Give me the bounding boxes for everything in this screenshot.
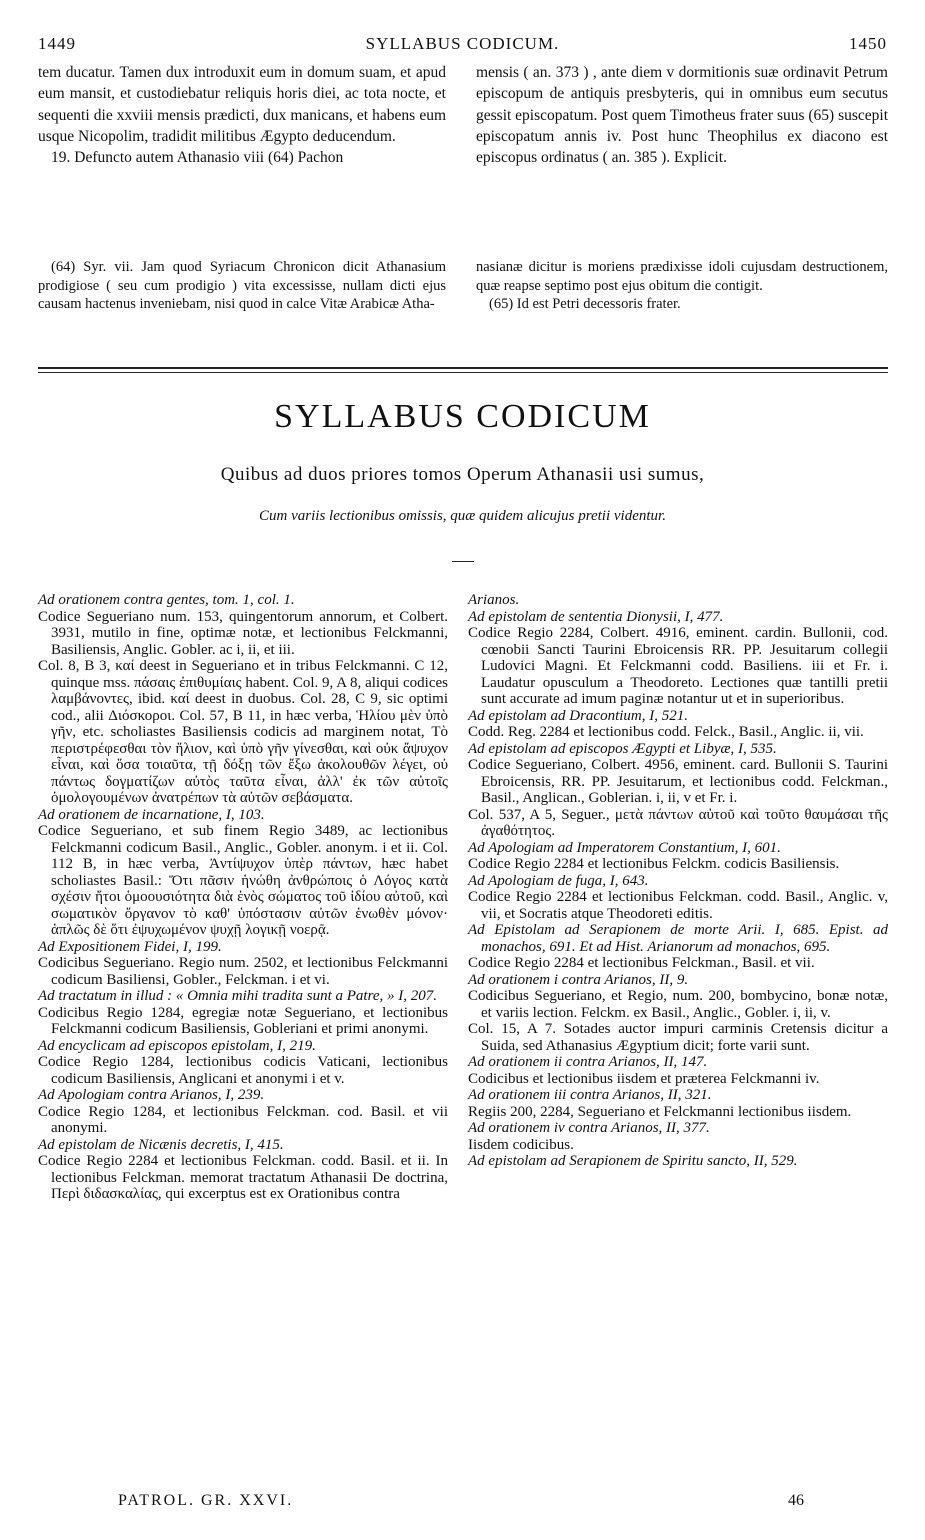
index-entry: Codice Segueriano num. 153, quingentorum annorum, et Colbert. 3931, mutilo in fine, optimæ notæ, et lectionibus Felckmanni, Basiliensis, Anglic. Gobler. ac i, ii, et iii. [38,608,448,658]
index-entry: Col. 537, A 5, Seguer., μετὰ πάντων αὐτοῦ καὶ τοῦτο θαυμάσαι τῆς ἀγαθότητος. [468,806,888,839]
footnote: (65) Id est Petri decessoris frater. [489,296,681,313]
index-heading: Arianos. [468,592,520,608]
running-title: SYLLABUS CODICUM. [365,34,560,53]
section-subtitle: Quibus ad duos priores tomos Operum Athanasii usi sumus, [220,464,705,485]
footer-volume: PATROL. GR. XXVI. [118,1492,294,1509]
page-number-left: 1449 [38,34,76,53]
index-entry: Codicibus Segueriano. Regio num. 2502, et lectionibus Felckmanni codicum Basiliensi, Gobler., Felckman. i et vi. [38,955,448,988]
index-heading: Ad epistolam ad episcopos Ægypti et Libyæ, I, 535. [468,740,777,757]
index-entry: Codice Regio 1284, lectionibus codicis Vaticani, lectionibus codicum Basiliensis, Anglicani et anonymi i et v. [38,1054,448,1087]
section-divider-thin [38,372,888,373]
index-heading: Ad epistolam de sententia Dionysii, I, 477. [468,608,724,625]
index-heading: Ad epistolam ad Dracontium, I, 521. [468,707,688,724]
index-heading: Ad Epistolam ad Serapionem de morte Arii. I, 685. Epist. ad monachos, 691. Et ad Hist. Arianorum ad monachos, 695. [468,922,888,955]
index-entry: Codice Segueriano, Colbert. 4956, eminent. card. Bullonii S. Taurini Ebroicensis, RR. PP. Jesuitarum, et lectionibus codd. Felckman., Basil., Anglican., Goblerian. i, ii, v et Fr. i. [468,757,888,806]
index-entry: Col. 15, A 7. Sotades auctor impuri carminis Cretensis dicitur a Suida, sed Athanasius Ægyptium dicit; forte varii sunt. [468,1021,888,1054]
index-entry: Codicibus Segueriano, et Regio, num. 200, bombycino, bonæ notæ, et variis lection. Felckm. ex Basil., Anglic., Gobler. i, ii, v. [468,988,888,1021]
index-heading: Ad orationem iii contra Arianos, II, 321. [468,1087,712,1103]
paragraph: 19. Defuncto autem Athanasio viii (64) Pachon [51,149,344,167]
section-note: Cum variis lectionibus omissis, quæ quidem alicujus pretii videntur. [259,508,666,524]
index-heading: Ad encyclicam ad episcopos epistolam, I, 219. [38,1037,316,1054]
paragraph: tem ducatur. Tamen dux introduxit eum in domum suam, et apud eum mansit, et custodiebatur reliquis horis diei, ac tota nocte, et sequenti die xxviii mensis prædicti, dux manicans, et habens eum usque Nicopolim, tradidit militibus Ægypto deducendum. [38,64,446,145]
index-heading: Ad epistolam ad Serapionem de Spiritu sancto, II, 529. [468,1153,798,1169]
index-entry: Codice Regio 2284, Colbert. 4916, eminent. cardin. Bullonii, cod. cœnobii Sancti Taurini Ebroicensis RR. PP. Jesuitarum collegii Ludovici Magni. Et Felckmanni codd. Basiliens. iii et Fr. i. Laudatur opusculum a Theodoreto. Lectiones quæ tantilli pretii sunt accurate ad imum paginæ notantur ut et in superioribus. [468,625,888,707]
index-heading: Ad orationem de incarnatione, I, 103. [38,806,265,823]
index-column-right [468,592,888,1170]
index-heading: Ad orationem ii contra Arianos, II, 147. [468,1054,708,1070]
index-heading: Ad orationem contra gentes, tom. 1, col. 1. [38,592,295,608]
section-title: SYLLABUS CODICUM [274,398,651,435]
footer-signature: 46 [788,1492,804,1509]
section-divider-thick [38,367,888,369]
index-entry: Codice Segueriano, et sub finem Regio 3489, ac lectionibus Felckmanni codicum Basil., Anglic., Gobler. anonym. i et ii. Col. 112 B, in hæc verba, Ἀντίψυχον ὑπὲρ πάντων, hæc habet scholiastes Basil.: Ὅτι πᾶσιν ἡνώθη ἀνθρώποις ὁ Λόγος κατὰ σχέσιν ἤτοι ὁμοουσιότητα διὰ ἑνὸς σώματος τοῦ ἰδίου αὐτοῦ, καὶ σωματικὸν ὄργανον τὸ καθ' ὑπόστασιν αὐτῶν ἑνωθὲν μόνον· ἁπλῶς δὲ ὅτι ἐψυχωμένον ψυχῇ λογικῇ νοερᾷ. [38,823,448,938]
index-heading: Ad orationem i contra Arianos, II, 9. [468,971,689,988]
index-entry: Codicibus Regio 1284, egregiæ notæ Segueriano, et lectionibus Felckmanni codicum Basiliensis, Gobleriani et primi anonymi. [38,1004,448,1037]
running-header [38,34,887,54]
index-entry: Codice Regio 2284 et lectionibus Felckman. codd. Basil. et ii. In lectionibus Felckman. memorat tractatum Athanasii De doctrina, Περὶ διδασκαλίας, qui excerptus est ex Orationibus contra [38,1153,448,1202]
index-entry: Col. 8, B 3, καί deest in Segueriano et in tribus Felckmanni. C 12, quinque mss. πάσαις ἐπιθυμίαις habent. Col. 9, A 8, aliqui codices λαμβάνοντες, ibid. καί deest in duobus. Col. 28, C 9, sic optimi cod., alii Διόσκοροι. Col. 57, B 11, in hæc verba, Ἡλίου μὲν ὑπὸ γῆν, etc. scholiastes Basiliensis codicis ad marginem notat, Τὸ περιστρέφεσθαι τὸν ἥλιον, καὶ ὑπὸ γῆν γίνεσθαι, καὶ οὐκ ἄψυχον εἶναι, καὶ ὅσα τοιαῦτα, τῇ δόξῃ τῶν ἔξω ἀκολουθῶν λέγει, οὐ πάντως δογματίζων αὐτὸς ταῦτα εἶναι, ἀλλ' ἐκ τῶν αὐτοῖς ὁμολογουμένων ἀνατρέπων τὰ αὐτῶν σεβάσματα. [38,658,448,806]
index-entry: Codd. Reg. 2284 et lectionibus codd. Felck., Basil., Anglic. ii, vii. [468,724,864,740]
text-column-left [38,62,446,168]
index-entry: Codice Regio 1284, et lectionibus Felckman. cod. Basil. et vii anonymi. [38,1103,448,1136]
index-heading: Ad Apologiam ad Imperatorem Constantium, I, 601. [468,839,781,856]
index-heading: Ad tractatum in illud : « Omnia mihi tradita sunt a Patre, » I, 207. [38,988,438,1004]
index-column-left [38,592,448,1203]
index-heading: Ad orationem iv contra Arianos, II, 377. [468,1120,710,1136]
page-number-right: 1450 [849,34,887,53]
index-heading: Ad Apologiam contra Arianos, I, 239. [38,1087,265,1103]
footnote: (64) Syr. vii. Jam quod Syriacum Chronicon dicit Athanasium prodigiose ( seu cum prodigio ) vita excessisse, nullam dicti ejus causam hactenus inveniebam, nisi quod in calce Vitæ Arabicæ Atha- [38,259,446,313]
index-entry: Regiis 200, 2284, Segueriano et Felckmanni lectionibus iisdem. [468,1103,852,1120]
footnote-column-right [476,258,888,314]
index-entry: Codice Regio 2284 et lectionibus Felckman., Basil. et vii. [468,955,815,971]
index-entry: Codice Regio 2284 et lectionibus Felckman. codd. Basil., Anglic. v, vii, et Socratis atque Theodoreti editis. [468,889,888,922]
index-entry: Codicibus et lectionibus iisdem et præterea Felckmanni iv. [468,1070,820,1087]
index-entry: Iisdem codicibus. [468,1136,574,1153]
footnote-column-left [38,258,446,314]
short-divider [452,561,474,562]
index-heading: Ad epistolam de Nicænis decretis, I, 415. [38,1136,284,1153]
index-entry: Codice Regio 2284 et lectionibus Felckm. codicis Basiliensis. [468,856,840,872]
index-heading: Ad Expositionem Fidei, I, 199. [38,938,222,955]
index-heading: Ad Apologiam de fuga, I, 643. [468,872,649,889]
footnote: nasianæ dicitur is moriens prædixisse idoli cujusdam destructionem, quæ reapse septimo post ejus obitum die contigit. [476,259,888,294]
text-column-right [476,62,888,168]
paragraph: mensis ( an. 373 ) , ante diem v dormitionis suæ ordinavit Petrum episcopum de antiquis presbyteris, qui in omnibus eum secutus gessit episcopatum. Post quem Timotheus frater suus (65) suscepit episcopatum annis iv. Post hunc Theophilus ex diacono est episcopus ordinatus ( an. 385 ). Explicit. [476,64,889,167]
